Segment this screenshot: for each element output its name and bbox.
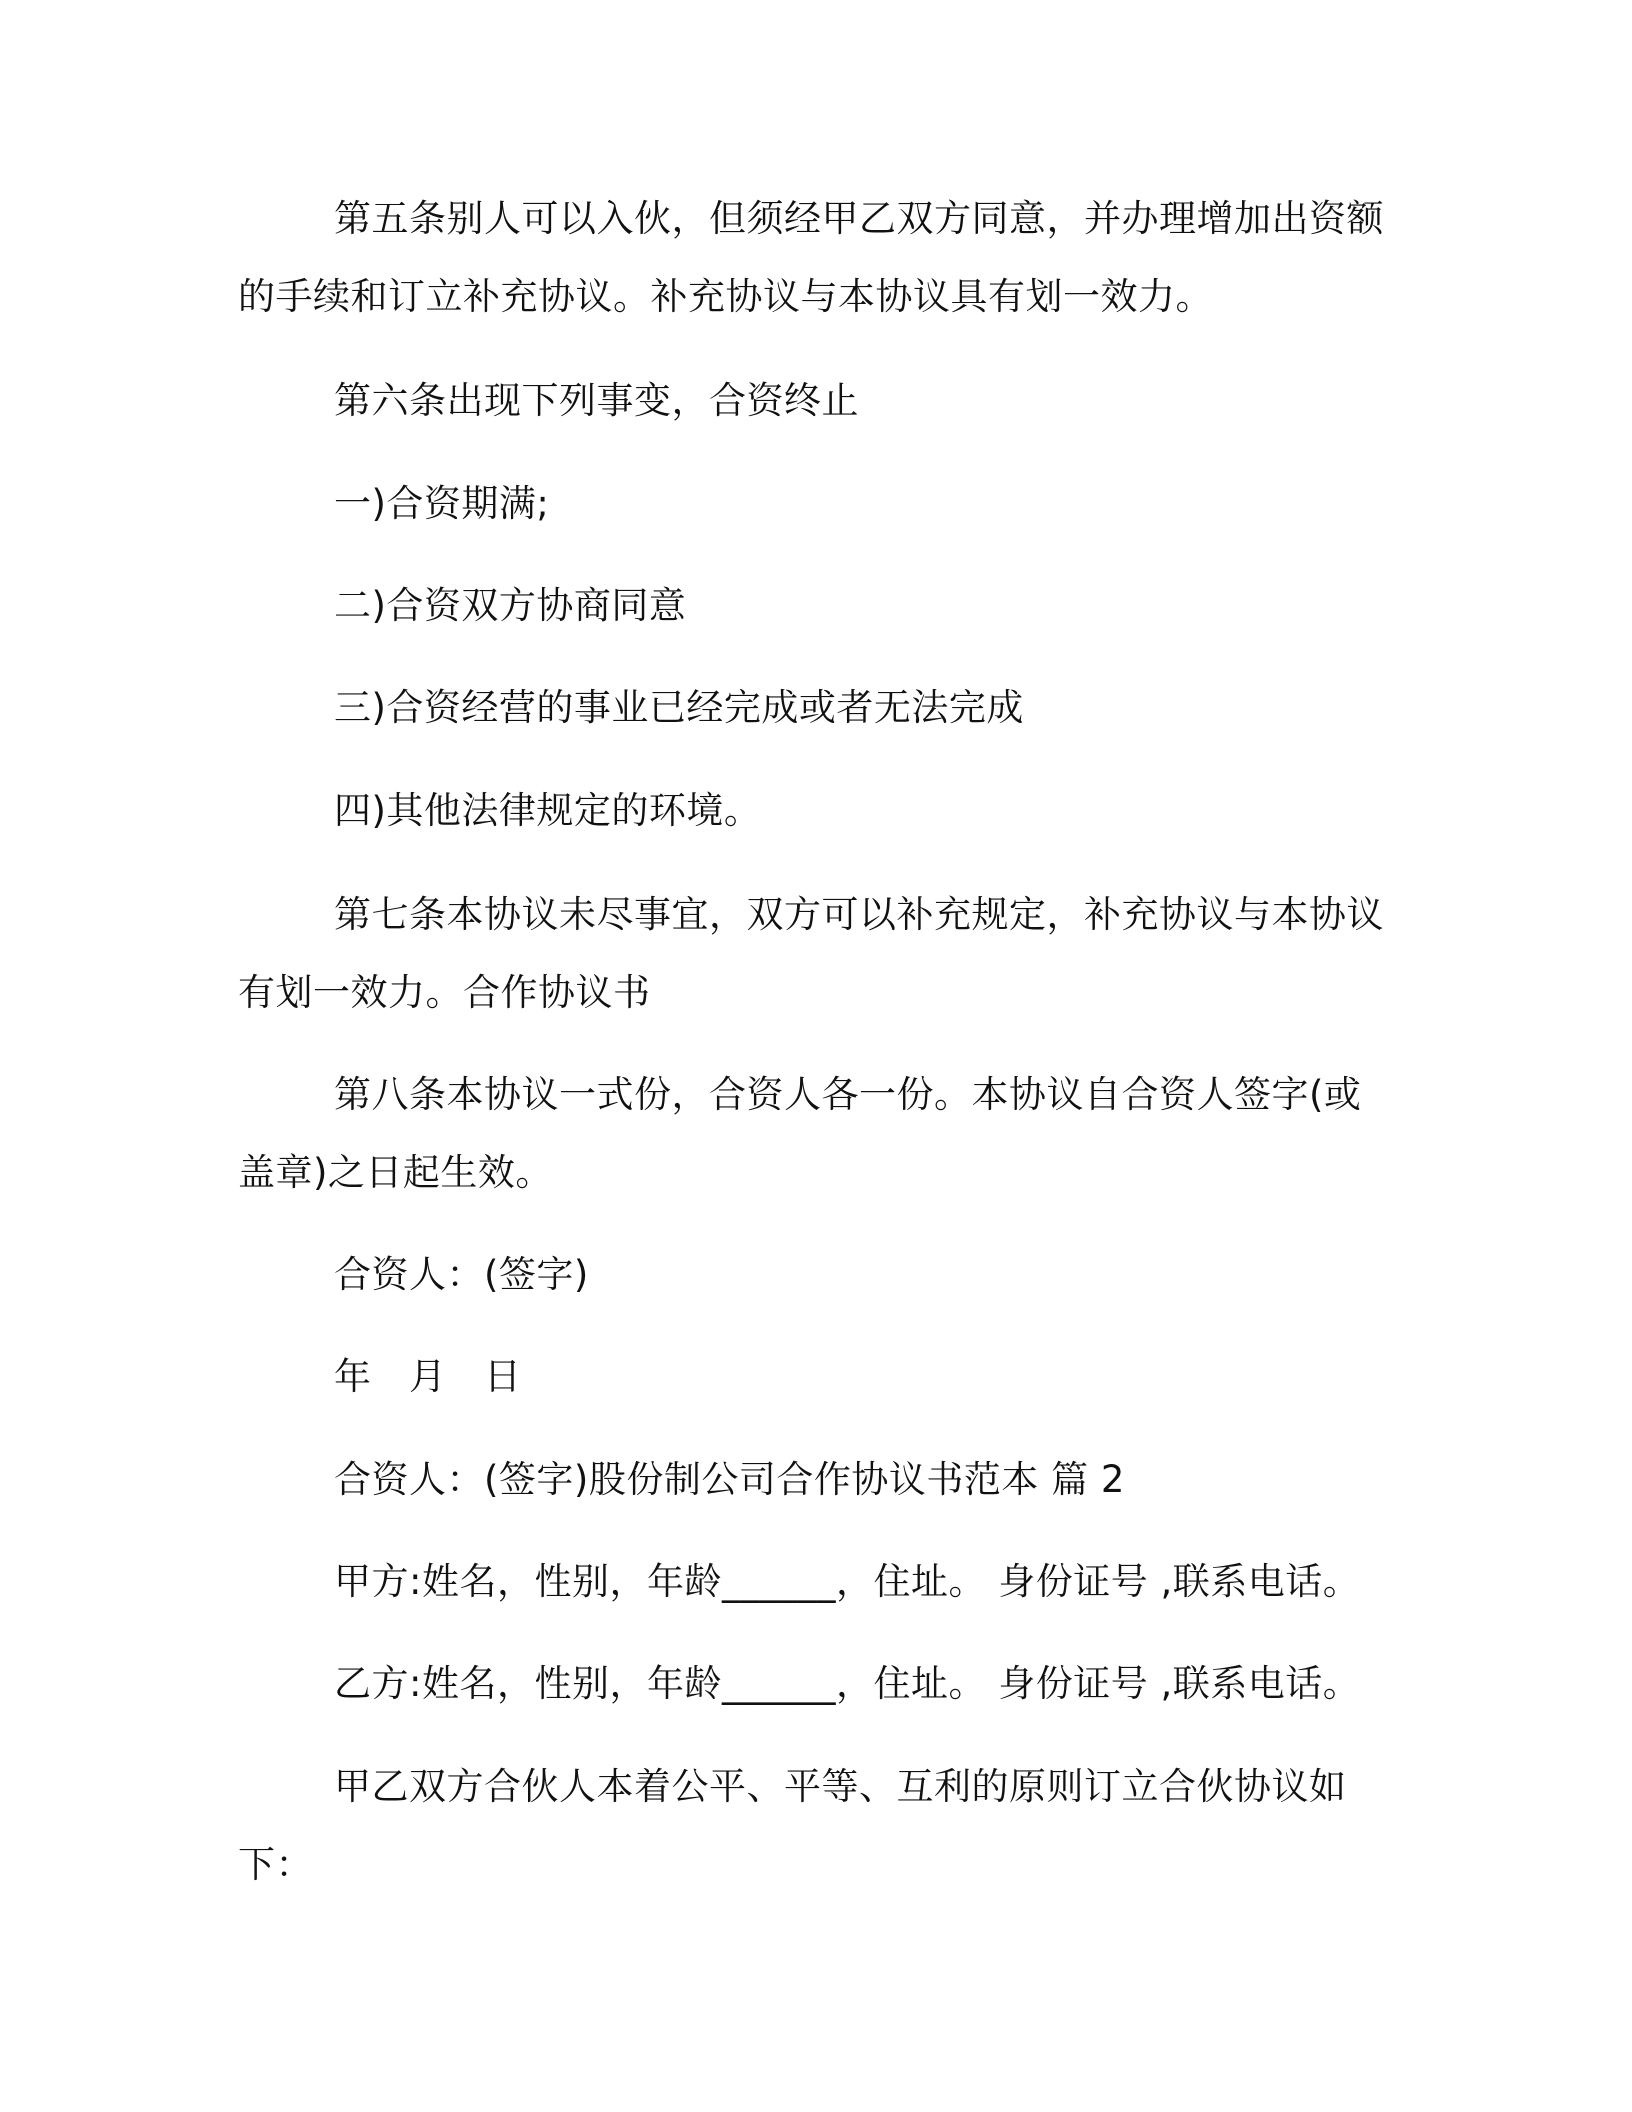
list-item-termination-3: 三)合资经营的事业已经完成或者无法完成	[334, 686, 1024, 729]
party-b-info: 乙方:姓名，性别，年龄______，住址。 身份证号 ,联系电话。	[334, 1662, 1361, 1705]
agreement-intro: 甲乙双方合伙人本着公平、平等、互利的原则订立合伙协议如下：	[238, 1765, 1347, 1886]
signature-section-heading: 合资人：(签字)股份制公司合作协议书范本 篇 2	[334, 1458, 1125, 1501]
paragraph-article-8: 第八条本协议一式份，合资人各一份。本协议自合资人签字(或盖章)之日起生效。	[238, 1073, 1362, 1194]
party-a-info: 甲方:姓名，性别，年龄______，住址。 身份证号 ,联系电话。	[334, 1560, 1361, 1603]
paragraph-article-6: 第六条出现下列事变，合资终止	[334, 379, 859, 422]
list-item-termination-1: 一)合资期满;	[334, 482, 550, 525]
date-line: 年 月 日	[334, 1355, 522, 1398]
signature-line: 合资人：(签字)	[334, 1253, 589, 1296]
paragraph-article-7: 第七条本协议未尽事宜，双方可以补充规定，补充协议与本协议有划一效力。合作协议书	[238, 893, 1384, 1014]
list-item-termination-2: 二)合资双方协商同意	[334, 584, 687, 627]
paragraph-article-5: 第五条别人可以入伙，但须经甲乙双方同意，并办理增加出资额的手续和订立补充协议。补充协议与本协议具有划一效力。	[238, 197, 1384, 318]
list-item-termination-4: 四)其他法律规定的环境。	[334, 789, 762, 832]
